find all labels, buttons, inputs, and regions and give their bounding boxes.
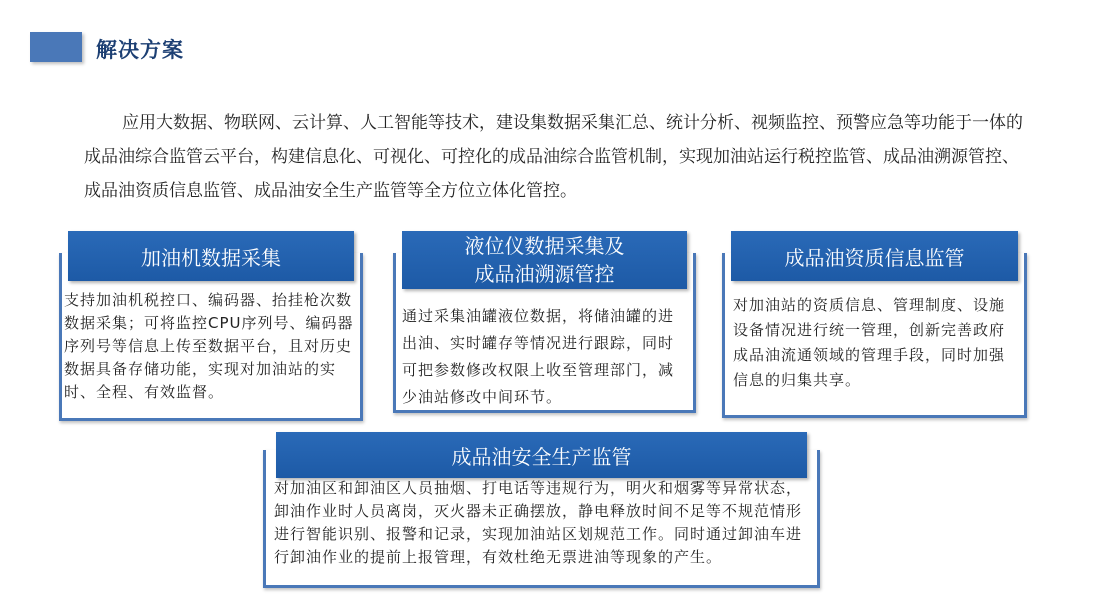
card-level-gauge-data bbox=[393, 234, 696, 413]
card-title-line1: 液位仪数据采集及 bbox=[464, 234, 625, 258]
card-title-line2: 成品油溯源管控 bbox=[474, 262, 615, 286]
card-body: 支持加油机税控口、编码器、抬挂枪次数数据采集；可将监控CPU序列号、编码器序列号等信息上传至数据平台，且对历史数据具备存储功能，实现对加油站的实时、全程、有效监督。 bbox=[64, 291, 354, 401]
card-title: 成品油安全生产监管 bbox=[276, 432, 807, 478]
card-title: 成品油资质信息监管 bbox=[731, 231, 1018, 281]
title-accent-bar bbox=[30, 32, 82, 62]
intro-text: 应用大数据、物联网、云计算、人工智能等技术，建设集数据采集汇总、统计分析、视频监控、预警应急等功能于一体的成品油综合监管云平台，构建信息化、可视化、可控化的成品油综合监管机制，实现加油站运行税控监管、成品油溯源管控、成品油资质信息监管、成品油安全生产监管等全方位立体化管控。 bbox=[84, 113, 1023, 201]
card-title bbox=[402, 231, 687, 289]
intro-paragraph bbox=[84, 106, 1024, 208]
card-fuel-dispenser-data bbox=[59, 245, 363, 421]
card-body: 对加油站的资质信息、管理制度、设施设备情况进行统一管理，创新完善政府成品油流通领域的管理手段，同时加强信息的归集共享。 bbox=[733, 296, 1006, 389]
card-body: 对加油区和卸油区人员抽烟、打电话等违规行为，明火和烟雾等异常状态，卸油作业时人员离岗，灭火器未正确摆放，静电释放时间不足等不规范情形进行智能识别、报警和记录，实现加油站区划规范工作。同时通过卸油车进行卸油作业的提前上报管理，有效杜绝无票进油等现象的产生。 bbox=[274, 479, 803, 566]
card-safety-production-supervision bbox=[263, 444, 820, 588]
card-body: 通过采集油罐液位数据，将储油罐的进出油、实时罐存等情况进行跟踪，同时可把参数修改权限上收至管理部门，减少油站修改中间环节。 bbox=[402, 307, 675, 406]
card-qualification-supervision bbox=[722, 245, 1027, 418]
card-title: 加油机数据采集 bbox=[68, 231, 354, 281]
page-title: 解决方案 bbox=[96, 38, 184, 62]
